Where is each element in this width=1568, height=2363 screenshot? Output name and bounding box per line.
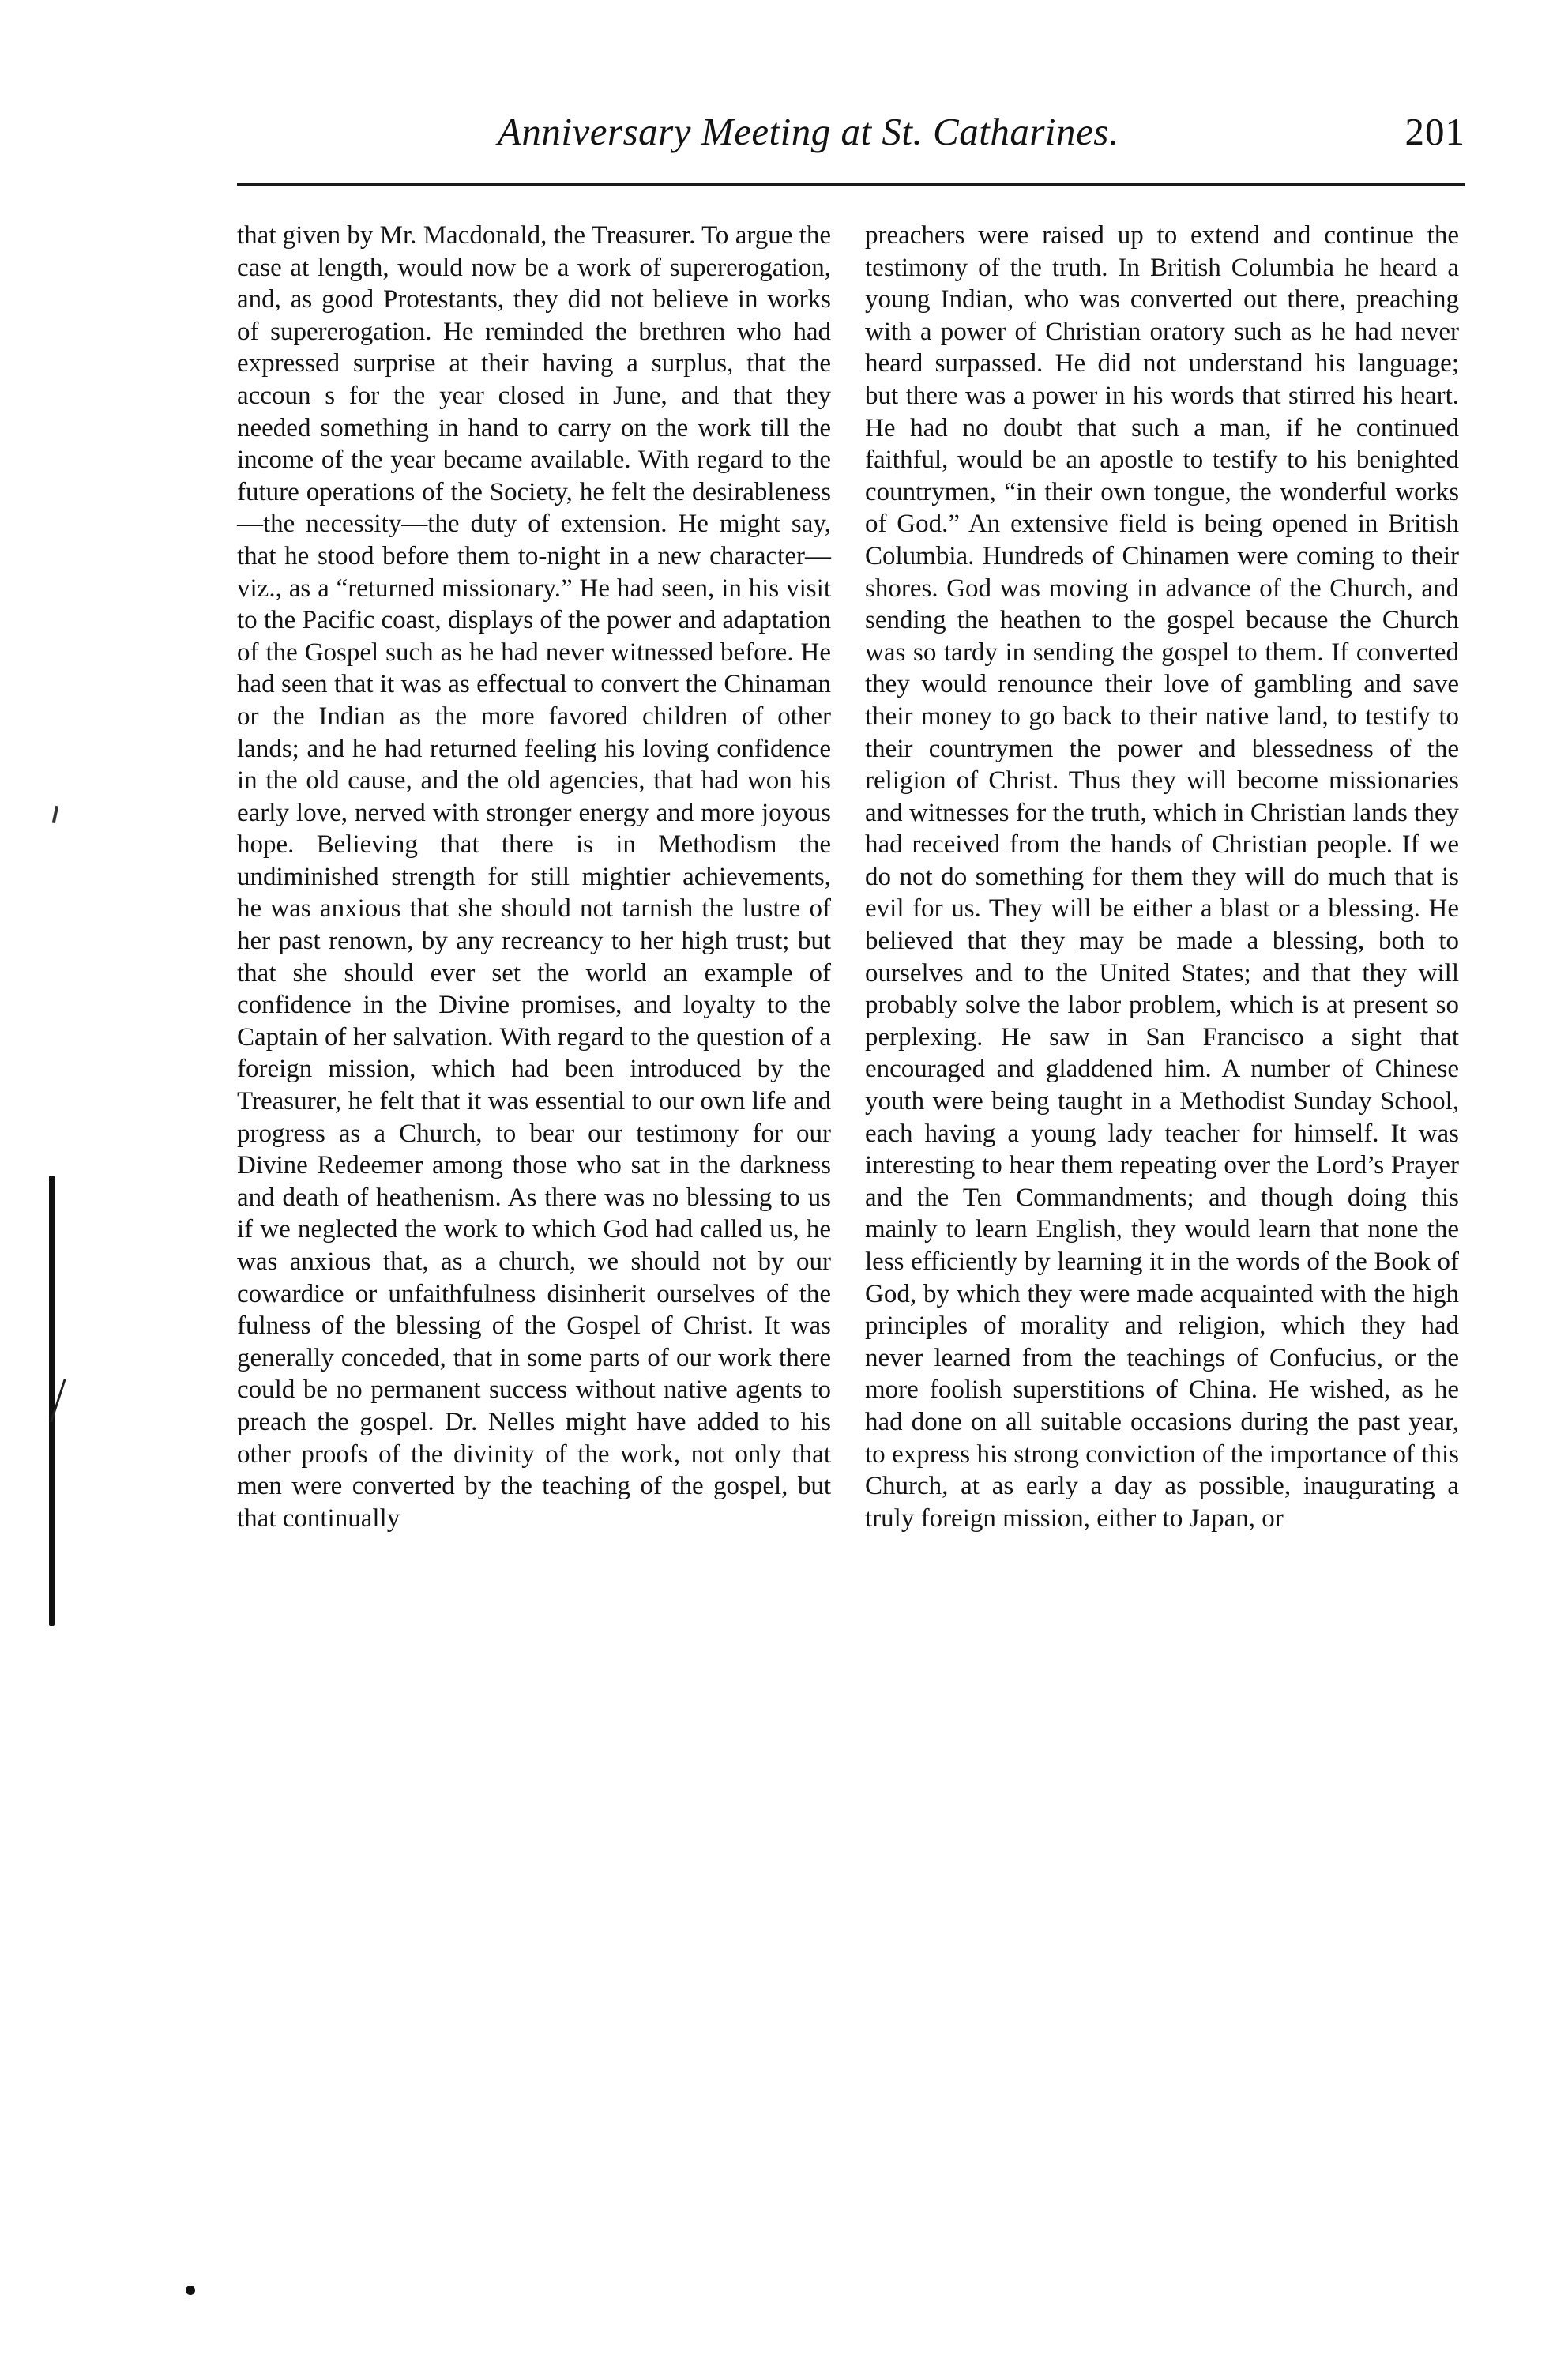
running-title: Anniversary Meeting at St. Catharines. (498, 110, 1119, 153)
left-column-text: that given by Mr. Macdonald, the Treasurer. To argue the case at length, would now be a work of supererogation, and, as good Protestants, they did not believe in works of supererogation. He reminded the brethren who had expressed surprise at their having a surplus, that the accoun s for the year closed in June, and that they needed something in hand to carry on the work till the income of the year became available. With regard to the future operations of the Society, he felt the desirableness—the necessity—the duty of extension. He might say, that he stood before them to-night in a new character—viz., as a “returned missionary.” He had seen, in his visit to the Pacific coast, displays of the power and adaptation of the Gospel such as he had never witnessed before. He had seen that it was as effectual to convert the Chinaman or the Indian as the more favored children of other lands; and he had returned feeling his loving confidence in the old cause, and the old agencies, that had won his early love, nerved with stronger energy and more joyous hope. Believing that there is in Methodism the undiminished strength for still mightier achievements, he was anxious that she should not tarnish the lustre of her past renown, by any recreancy to her high trust; but that she should ever set the world an example of confidence in the Divine promises, and loyalty to the Captain of her salvation. With regard to the question of a foreign mission, which had been introduced by the Treasurer, he felt that it was essential to our own life and progress as a Church, to bear our testimony for our Divine Redeemer among those who sat in the darkness and death of heathenism. As there was no blessing to us if we neglected the work to which God had called us, he was anxious that, as a church, we should not by our cowardice or unfaithfulness disinherit ourselves of the fulness of the blessing of the Gospel of Christ. It was generally conceded, that in some parts of our work there could be no permanent success without native agents to preach the gospel. Dr. Nelles might have added to his other proofs of the divinity of the work, not only that men were converted by the teaching of the gospel, but that continually (237, 221, 831, 1533)
running-header (237, 109, 1465, 164)
margin-pencil-mark (52, 806, 58, 823)
margin-dot-mark (186, 2286, 195, 2295)
margin-vertical-bar (49, 1176, 55, 1626)
right-column-text: preachers were raised up to extend and continue the testimony of the truth. In British Columbia he heard a young Indian, who was converted out there, preaching with a power of Christian oratory such as he had never heard surpassed. He did not understand his language; but there was a power in his words that stirred his heart. He had no doubt that such a man, if he continued faithful, would be an apostle to testify to his benighted countrymen, “in their own tongue, the wonderful works of God.” An extensive field is being opened in British Columbia. Hundreds of Chinamen were coming to their shores. God was moving in advance of the Church, and sending the heathen to the gospel because the Church was so tardy in sending the gospel to them. If converted they would renounce their love of gambling and save their money to go back to their native land, to testify to their countrymen the power and blessedness of the religion of Christ. Thus they will become missionaries and witnesses for the truth, which in Christian lands they had received from the hands of Christian people. If we do not do something for them they will do much that is evil for us. They will be either a blast or a blessing. He believed that they may be made a blessing, both to ourselves and to the United States; and that they will probably solve the labor problem, which is at present so perplexing. He saw in San Francisco a sight that encouraged and gladdened him. A number of Chinese youth were being taught in a Methodist Sunday School, each having a young lady teacher for himself. It was interesting to hear them repeating over the Lord’s Prayer and the Ten Commandments; and though doing this mainly to learn English, they would learn that none the less efficiently by learning it in the words of the Book of God, by which they were made acquainted with the high principles of morality and religion, which they had never learned from the teachings of Confucius, or the more foolish superstitions of China. He wished, as he had done on all suitable occasions during the past year, to express his strong conviction of the importance of this Church, at as early a day as possible, inaugurating a truly foreign mission, either to Japan, or (865, 221, 1459, 1533)
right-column (865, 220, 1459, 1534)
left-column (237, 220, 831, 1534)
header-rule (237, 183, 1465, 186)
page-number: 201 (1404, 110, 1465, 153)
margin-bracket-mark (50, 1379, 90, 1422)
